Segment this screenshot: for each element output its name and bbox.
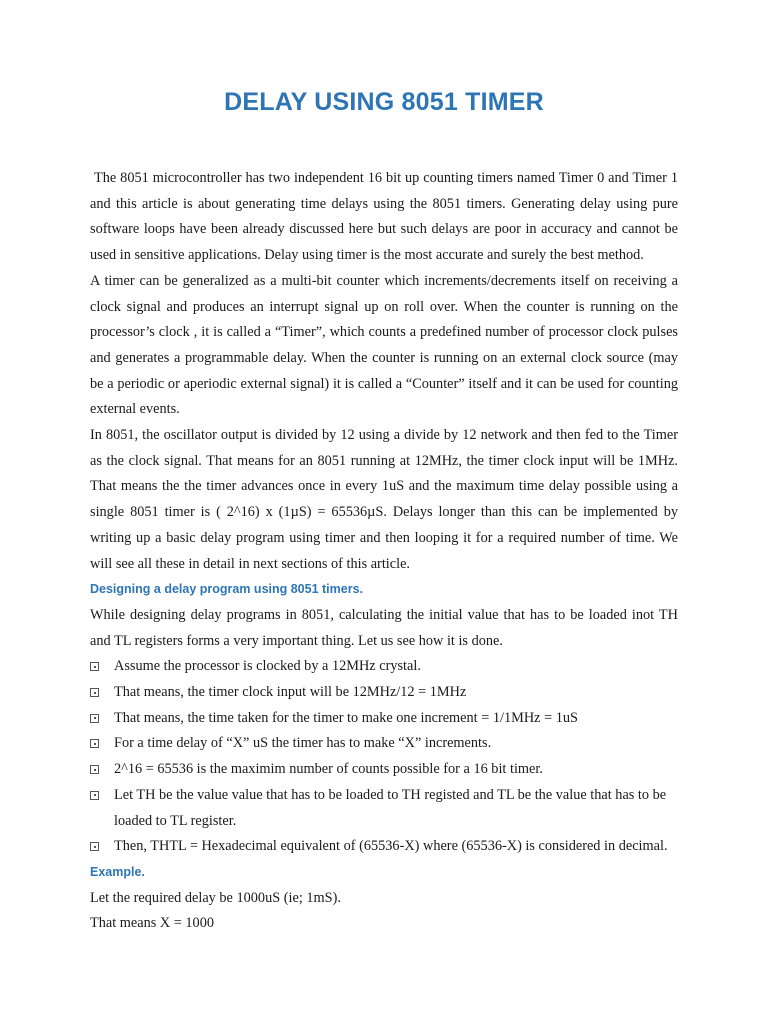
paragraph-design-intro: While designing delay programs in 8051, calculating the initial value that has to be loaded inot TH and TL registers forms a very important thing. Let us see how it is done. xyxy=(90,606,678,649)
list-item-text: Let TH be the value value that has to be loaded to TH registed and TL be the value that has to be loaded to TL register. xyxy=(114,786,667,829)
square-bullet-icon xyxy=(90,765,99,774)
list-item xyxy=(90,731,678,757)
list-item xyxy=(90,706,678,732)
list-item xyxy=(90,783,678,834)
section-heading-design: Designing a delay program using 8051 timers. xyxy=(90,582,364,597)
example-line: That means X = 1000 xyxy=(90,915,215,932)
square-bullet-icon xyxy=(90,714,99,723)
paragraph-timer-definition: A timer can be generalized as a multi-bit counter which increments/decrements itself on receiving a clock signal and produces an interrupt signal up on roll over. When the counter is running on the processor’s clock , it is called a “Timer”, which counts a predefined number of processor clock pulses and generates a programmable delay. When the counter is running on an external clock source (may be a periodic or aperiodic external signal) it is called a “Counter” itself and it can be used for counting external events. xyxy=(90,272,678,418)
list-item-text: That means, the time taken for the timer to make one increment = 1/1MHz = 1uS xyxy=(114,709,578,726)
paragraph-intro: The 8051 microcontroller has two independent 16 bit up counting timers named Timer 0 and Timer 1 and this article is about generating time delays using the 8051 timers. Generating delay using pure software loops have been already discussed here but such delays are poor in accuracy and cannot be used in sensitive applications. Delay using timer is the most accurate and surely the best method. xyxy=(90,170,678,264)
square-bullet-icon xyxy=(90,739,99,748)
bullet-list xyxy=(90,654,678,860)
square-bullet-icon xyxy=(90,662,99,671)
paragraph-oscillator: In 8051, the oscillator output is divided by 12 using a divide by 12 network and then fed to the Timer as the clock signal. That means for an 8051 running at 12MHz, the timer clock input will be 1MHz. That means the the timer advances once in every 1uS and the maximum time delay possible using a single 8051 timer is ( 2^16) x (1µS) = 65536µS. Delays longer than this can be implemented by writing up a basic delay program using timer and then looping it for a required number of time. We will see all these in detail in next sections of this article. xyxy=(90,427,678,572)
square-bullet-icon xyxy=(90,842,99,851)
article-body xyxy=(90,166,678,937)
example-line: Let the required delay be 1000uS (ie; 1mS). xyxy=(90,889,341,906)
list-item xyxy=(90,680,678,706)
list-item-text: For a time delay of “X” uS the timer has to make “X” increments. xyxy=(114,735,492,752)
page-title: DELAY USING 8051 TIMER xyxy=(224,88,544,116)
list-item xyxy=(90,654,678,680)
list-item-text: 2^16 = 65536 is the maximim number of counts possible for a 16 bit timer. xyxy=(114,761,543,778)
section-heading-example: Example. xyxy=(90,864,145,879)
square-bullet-icon xyxy=(90,791,99,800)
square-bullet-icon xyxy=(90,688,99,697)
list-item-text: Assume the processor is clocked by a 12MHz crystal. xyxy=(114,658,421,675)
list-item-text: Then, THTL = Hexadecimal equivalent of (65536-X) where (65536-X) is considered in decimal. xyxy=(114,838,668,855)
list-item xyxy=(90,834,678,860)
list-item-text: That means, the timer clock input will be 12MHz/12 = 1MHz xyxy=(114,684,467,701)
list-item xyxy=(90,757,678,783)
